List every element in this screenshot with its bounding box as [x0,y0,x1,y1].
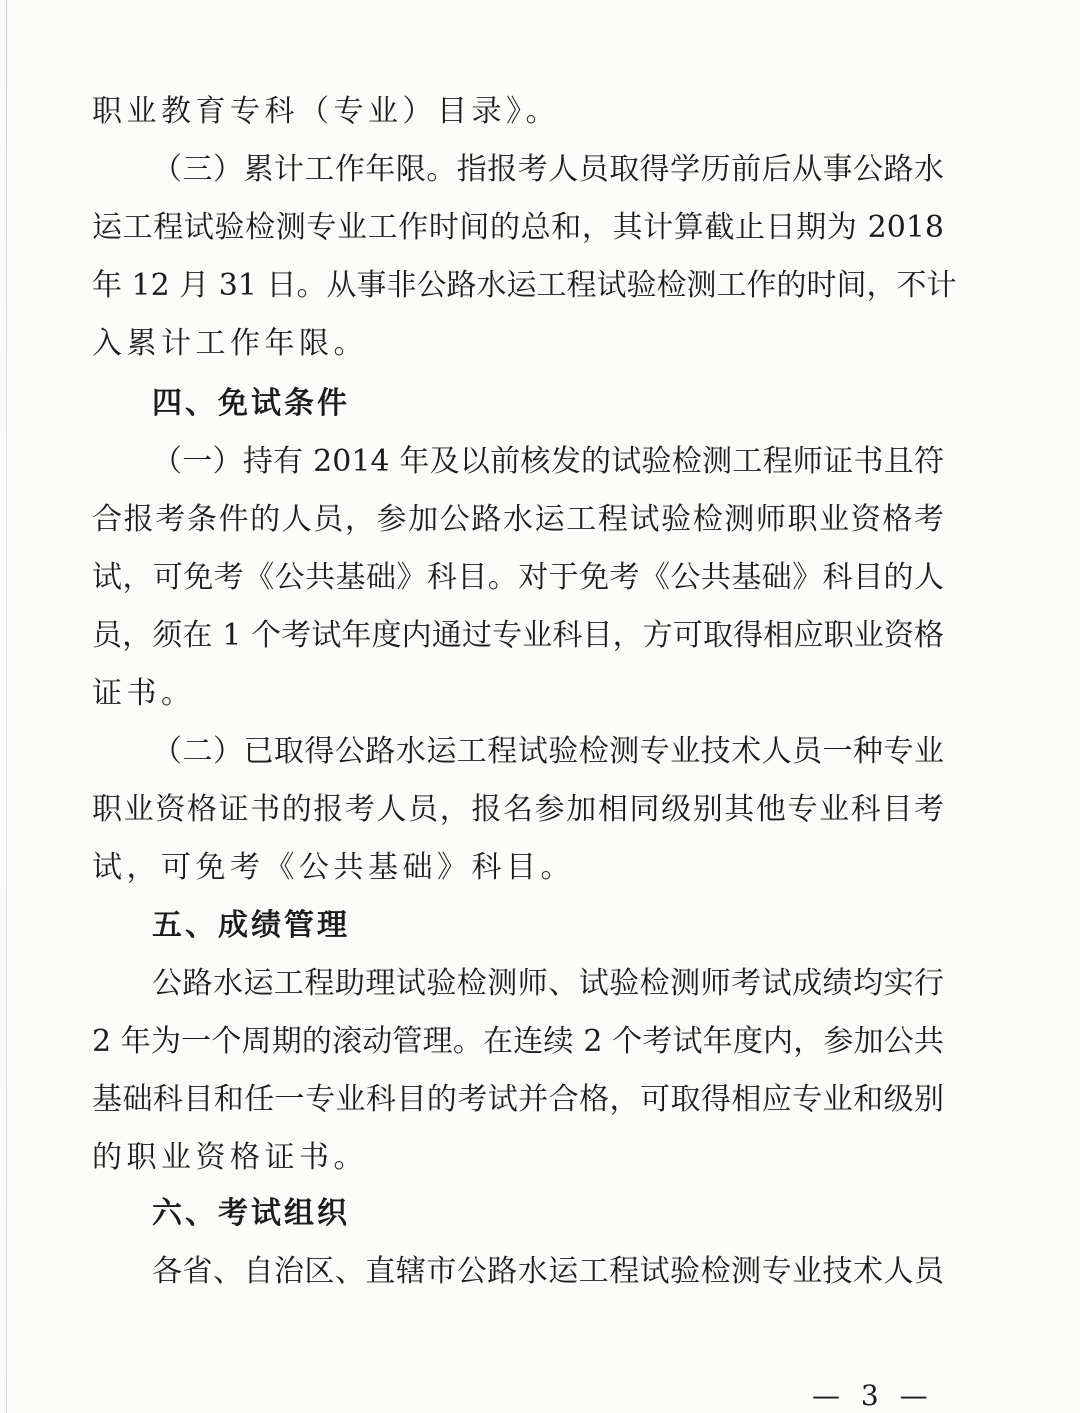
body-line: 年 12 月 31 日。从事非公路水运工程试验检测工作的时间，不计 [92,268,957,303]
body-line: （一）持有 2014 年及以前核发的试验检测工程师证书且符 [152,444,944,479]
body-line: 公路水运工程助理试验检测师、试验检测师考试成绩均实行 [152,966,944,1001]
body-line: 的职业资格证书。 [92,1140,368,1175]
body-line: 基础科目和任一专业科目的考试并合格，可取得相应专业和级别 [92,1082,944,1117]
body-line: 2 年为一个周期的滚动管理。在连续 2 个考试年度内，参加公共 [92,1024,944,1059]
page-number: — 3 — [812,1379,934,1412]
body-line: （二）已取得公路水运工程试验检测专业技术人员一种专业 [152,734,944,769]
body-line: 试，可免考《公共基础》科目。对于免考《公共基础》科目的人 [92,560,944,595]
section-heading-four: 四、免试条件 [152,386,350,421]
body-line: 合报考条件的人员，参加公路水运工程试验检测师职业资格考 [92,502,944,537]
scan-edge [6,0,7,1413]
body-line: （三）累计工作年限。指报考人员取得学历前后从事公路水 [152,152,944,187]
section-heading-six: 六、考试组织 [152,1196,350,1231]
body-line: 证书。 [92,676,196,711]
body-line: 各省、自治区、直辖市公路水运工程试验检测专业技术人员 [152,1254,944,1289]
body-line: 员，须在 1 个考试年度内通过专业科目，方可取得相应职业资格 [92,618,944,653]
body-line: 运工程试验检测专业工作时间的总和，其计算截止日期为 2018 [92,210,944,245]
body-line: 入累计工作年限。 [92,326,368,361]
body-line: 职业资格证书的报考人员，报名参加相同级别其他专业科目考 [92,792,944,827]
body-line: 试，可免考《公共基础》科目。 [92,850,575,885]
body-line: 职业教育专科（专业）目录》。 [92,94,560,129]
section-heading-five: 五、成绩管理 [152,908,350,943]
